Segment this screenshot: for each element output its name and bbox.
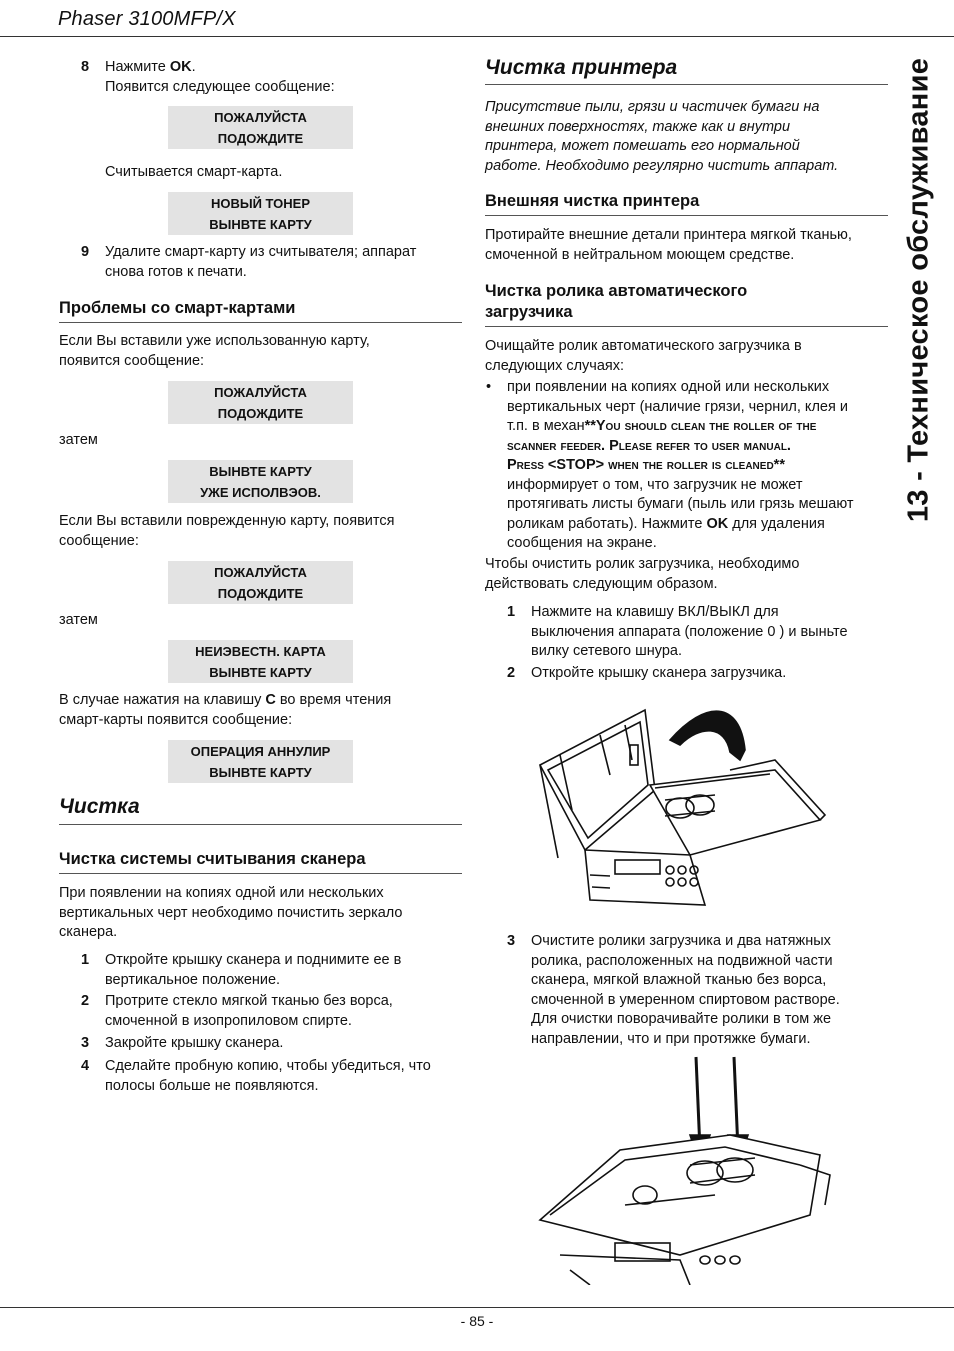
- paragraph-scanner: При появлении на копиях одной или нескольких вертикальных черт необходимо почистить зеркало сканера.: [59, 885, 403, 940]
- paragraph-external: Протирайте внешние детали принтера мягкой тканью, смоченной в нейтральном моющем средстве.: [485, 227, 852, 263]
- heading-scanner-cleaning: Чистка системы считывания сканера: [59, 850, 366, 868]
- chapter-side-tab: [896, 57, 942, 523]
- paragraph-used-card: Если Вы вставили уже использованную карту, появится сообщение:: [59, 333, 370, 369]
- step-number: 1: [507, 604, 516, 620]
- then-text: затем: [59, 432, 98, 448]
- roller-cleaning-illustration: [530, 1055, 840, 1285]
- step-number: 2: [81, 993, 90, 1009]
- heading-cleaning: Чистка: [59, 795, 140, 818]
- paragraph-howto: Чтобы очистить ролик загрузчика, необходимо действовать следующим образом.: [485, 556, 800, 592]
- heading-external-cleaning: Внешняя чистка принтера: [485, 192, 700, 210]
- scanner-step-2: Протрите стекло мягкой тканью без ворса, смоченной в изопропиловом спирте.: [105, 993, 393, 1029]
- step-number: 3: [81, 1035, 90, 1051]
- header-rule: [0, 36, 954, 37]
- scanner-step-3: Закройте крышку сканера.: [105, 1035, 284, 1051]
- scanner-step-1: Откройте крышку сканера и поднимите ее в вертикальное положение.: [105, 952, 402, 988]
- lcd-message-box: НОВЫЙ ТОНЕР ВЫНВТЕ КАРТУ: [168, 192, 353, 235]
- lcd-message-box: ПОЖАЛУЙСТА ПОДОЖДИТЕ: [168, 106, 353, 149]
- roller-step-1: Нажмите на клавишу ВКЛ/ВЫКЛ для выключения аппарата (положение 0 ) и выньте вилку сетевого шнура.: [531, 604, 848, 659]
- heading-rule: [59, 322, 462, 323]
- scanner-step-4: Сделайте пробную копию, чтобы убедиться, что полосы больше не появляются.: [105, 1058, 431, 1094]
- step-9-text: Удалите смарт-карту из считывателя; аппарат снова готов к печати.: [105, 244, 417, 280]
- lcd-message-box: ОПЕРАЦИЯ АННУЛИР ВЫНВТЕ КАРТУ: [168, 740, 353, 783]
- step-number: 1: [81, 952, 90, 968]
- step-number: 4: [81, 1058, 90, 1074]
- roller-step-2: Откройте крышку сканера загрузчика.: [531, 665, 787, 681]
- step-number: 9: [81, 244, 90, 260]
- lcd-message-box: ПОЖАЛУЙСТА ПОДОЖДИТЕ: [168, 561, 353, 604]
- heading-rule: [59, 824, 462, 825]
- heading-rule: [59, 873, 462, 874]
- heading-smartcard-problems: Проблемы со смарт-картами: [59, 299, 296, 317]
- header-title: Phaser 3100MFP/X: [58, 8, 236, 30]
- chapter-title: 13 - Техническое обслуживание: [902, 57, 935, 523]
- roller-step-3: Очистите ролики загрузчика и два натяжных ролика, расположенных на подвижной части сканера, мягкой влажной тканью без ворса, смоченной в умеренном спиртовом растворе. Для очистки поворачивайте ролики в том же направлении, что и при протяжке бумаги.: [531, 933, 840, 1047]
- step-8-text: Нажмите OK. Появится следующее сообщение:: [105, 59, 335, 95]
- then-text: затем: [59, 612, 98, 628]
- lcd-message-box: ПОЖАЛУЙСТА ПОДОЖДИТЕ: [168, 381, 353, 424]
- heading-printer-cleaning: Чистка принтера: [485, 56, 678, 79]
- bullet-symbol: •: [486, 379, 492, 395]
- smart-read-text: Считывается смарт-карта.: [105, 164, 283, 180]
- step-number: 3: [507, 933, 516, 949]
- step-number: 8: [81, 59, 90, 75]
- lcd-message-box: ВЫНВТЕ КАРТУ УЖЕ ИСПОЛВЭОВ.: [168, 460, 353, 503]
- heading-rule: [485, 215, 888, 216]
- paragraph-roller: Очищайте ролик автоматического загрузчика в следующих случаях:: [485, 338, 802, 374]
- page-number: - 85 -: [460, 1313, 494, 1329]
- footer-rule: [0, 1307, 954, 1308]
- paragraph-damaged-card: Если Вы вставили поврежденную карту, появится сообщение:: [59, 513, 395, 549]
- paragraph-c-key: В случае нажатия на клавишу C во время чтения смарт-карты появится сообщение:: [59, 692, 392, 728]
- heading-rule: [485, 84, 888, 85]
- open-scanner-cover-illustration: [530, 690, 840, 920]
- lcd-message-box: НЕИЭВЕСТН. КАРТА ВЫНВТЕ КАРТУ: [168, 640, 353, 683]
- step-number: 2: [507, 665, 516, 681]
- bullet-text: при появлении на копиях одной или нескольких вертикальных черт (наличие грязи, чернил, клея и т.п. в механ**You should clean the roller of the scanner feeder. Please refer to user manual. Press <STOP> when the roller is cleaned** информирует о том, что загрузчик не может протягивать листы бумаги (пыль или грязь мешают роликам работать). Нажмите OK для удаления сообщения на экране.: [507, 379, 854, 551]
- paragraph-intro: Присутствие пыли, грязи и частичек бумаги на внешних поверхностях, также как и внутри принтера, может помешать его нормальной работе. Необходимо регулярно чистить аппарат.: [485, 99, 839, 174]
- heading-roller-cleaning: Чистка ролика автоматического загрузчика: [485, 282, 748, 321]
- heading-rule: [485, 326, 888, 327]
